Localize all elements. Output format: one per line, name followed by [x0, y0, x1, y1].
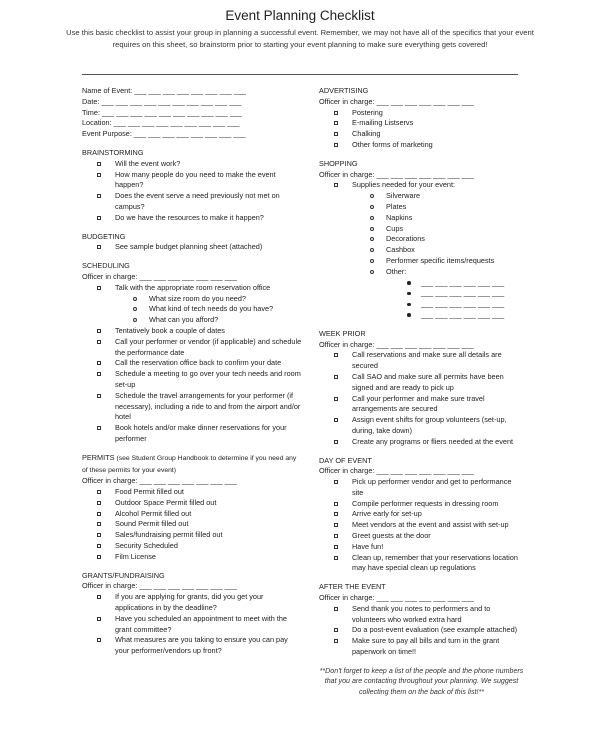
checkbox[interactable]: [97, 372, 101, 376]
sub-item: Decorations: [319, 234, 524, 245]
circle-checkbox[interactable]: [370, 205, 374, 209]
checkbox[interactable]: [97, 173, 101, 177]
checkbox[interactable]: [97, 340, 101, 344]
circle-checkbox[interactable]: [133, 297, 137, 301]
checkbox[interactable]: [334, 375, 338, 379]
list-item: Food Permit filled out: [82, 487, 302, 498]
section-heading: DAY OF EVENT: [319, 455, 372, 465]
section-heading: SHOPPING: [319, 158, 358, 168]
section-week-prior: [319, 329, 524, 448]
event-fields: [82, 86, 302, 140]
checkbox[interactable]: [97, 194, 101, 198]
section-day-of-event: [319, 456, 524, 575]
event-date-field[interactable]: Date: ___ ___ ___ ___ ___ ___ ___ ___ ___ ___: [82, 96, 242, 106]
checkbox[interactable]: [97, 361, 101, 365]
circle-checkbox[interactable]: [370, 216, 374, 220]
checkbox[interactable]: [334, 628, 338, 632]
list-item: Have fun!: [319, 542, 524, 553]
checkbox[interactable]: [97, 245, 101, 249]
bullet-icon: [407, 313, 411, 317]
officer-field[interactable]: Officer in charge: ___ ___ ___ ___ ___ ___ ___: [319, 169, 474, 179]
checkbox[interactable]: [334, 607, 338, 611]
right-column: [319, 86, 524, 697]
list-item: Schedule a meeting to go over your tech needs and room set-up: [82, 369, 302, 391]
sub-item: Cups: [319, 224, 524, 235]
checkbox[interactable]: [97, 162, 101, 166]
list-item: Outdoor Space Permit filled out: [82, 498, 302, 509]
list-item: Assign event shifts for group volunteers (set-up, during, take down): [319, 415, 524, 437]
section-brainstorming: [82, 148, 302, 224]
checkbox[interactable]: [97, 329, 101, 333]
section-heading: WEEK PRIOR: [319, 328, 366, 338]
list-item: What measures are you taking to ensure you can pay your performer/vendors up front?: [82, 635, 302, 657]
sub-item: Silverware: [319, 191, 524, 202]
checkbox[interactable]: [334, 639, 338, 643]
other-blank[interactable]: ___ ___ ___ ___ ___ ___: [319, 310, 524, 321]
officer-field[interactable]: Officer in charge: ___ ___ ___ ___ ___ ___ ___: [82, 581, 237, 591]
checkbox[interactable]: [97, 522, 101, 526]
section-scheduling: [82, 261, 302, 445]
sub-item: Performer specific items/requests: [319, 256, 524, 267]
checkbox[interactable]: [97, 394, 101, 398]
list-item: E-mailing Listservs: [319, 118, 524, 129]
section-after-event: [319, 582, 524, 658]
permits-heading: [82, 453, 302, 477]
list-item: Compile performer requests in dressing room: [319, 499, 524, 510]
permits-note: (see Student Group Handbook to determine if you need any of these permits for your event): [82, 454, 297, 474]
checkbox[interactable]: [334, 545, 338, 549]
section-advertising: [319, 86, 524, 151]
section-permits: [82, 453, 302, 563]
event-time-field[interactable]: Time: ___ ___ ___ ___ ___ ___ ___ ___ ___ ___: [82, 107, 242, 117]
section-heading: AFTER THE EVENT: [319, 582, 386, 592]
section-grants: [82, 571, 302, 657]
officer-field[interactable]: Officer in charge: ___ ___ ___ ___ ___ ___ ___: [319, 339, 474, 349]
checkbox[interactable]: [97, 216, 101, 220]
sub-item: What kind of tech needs do you have?: [82, 304, 302, 315]
sub-item: What size room do you need?: [82, 294, 302, 305]
circle-checkbox[interactable]: [370, 194, 374, 198]
list-item: Have you scheduled an appointment to meet with the grant committee?: [82, 614, 302, 636]
officer-field[interactable]: Officer in charge: ___ ___ ___ ___ ___ ___ ___: [319, 466, 474, 476]
sub-item: Other:: [319, 267, 524, 278]
checkbox[interactable]: [97, 595, 101, 599]
intro-text: Use this basic checklist to assist your group in planning a successful event. Remember, we may not have all of the specifics that your event requires on this sheet, so brainstorm prior to starting your event planning to make sure everything gets covered!: [66, 28, 534, 49]
list-item: Greet guests at the door: [319, 531, 524, 542]
list-item: Meet vendors at the event and assist with set-up: [319, 520, 524, 531]
left-column: [82, 86, 302, 657]
list-item: Arrive early for set-up: [319, 509, 524, 520]
list-item: Send thank you notes to performers and to volunteers who worked extra hard: [319, 604, 524, 626]
officer-field[interactable]: Officer in charge: ___ ___ ___ ___ ___ ___ ___: [82, 476, 237, 486]
footer-note: **Don't forget to keep a list of the people and the phone numbers that you are contacting throughout your planning. We suggest collecting them on the back of this list!**: [319, 666, 524, 696]
checkbox[interactable]: [334, 353, 338, 357]
officer-field[interactable]: Officer in charge: ___ ___ ___ ___ ___ ___ ___: [319, 96, 474, 106]
checkbox[interactable]: [97, 501, 101, 505]
event-location-field[interactable]: Location: ___ ___ ___ ___ ___ ___ ___ ___ ___: [82, 118, 240, 128]
section-heading: GRANTS/FUNDRAISING: [82, 570, 165, 580]
list-item: Talk with the appropriate room reservation office: [82, 283, 302, 294]
officer-field[interactable]: Officer in charge: ___ ___ ___ ___ ___ ___ ___: [319, 593, 474, 603]
checkbox[interactable]: [97, 533, 101, 537]
list-item: Supplies needed for your event:: [319, 180, 524, 191]
section-heading: BRAINSTORMING: [82, 147, 144, 157]
list-item: Clean up, remember that your reservations location may have special clean up regulations: [319, 553, 524, 575]
checkbox[interactable]: [334, 523, 338, 527]
list-item: If you are applying for grants, did you get your applications in by the deadline?: [82, 592, 302, 614]
checkbox[interactable]: [334, 556, 338, 560]
list-item: Security Scheduled: [82, 541, 302, 552]
checkbox[interactable]: [334, 418, 338, 422]
sub-item: What can you afford?: [82, 315, 302, 326]
list-item: Call your performer or vendor (if applicable) and schedule the performance date: [82, 337, 302, 359]
list-item: Call the reservation office back to confirm your date: [82, 358, 302, 369]
event-purpose-field[interactable]: Event Purpose: ___ ___ ___ ___ ___ ___ ___ ___: [82, 129, 246, 139]
list-item: Postering: [319, 108, 524, 119]
checkbox[interactable]: [97, 490, 101, 494]
checkbox[interactable]: [334, 183, 338, 187]
checkbox[interactable]: [334, 111, 338, 115]
section-heading: SCHEDULING: [82, 261, 130, 271]
bullet-icon: [407, 303, 411, 307]
officer-field[interactable]: Officer in charge: ___ ___ ___ ___ ___ ___ ___: [82, 271, 237, 281]
bullet-icon: [407, 292, 411, 296]
other-blank[interactable]: ___ ___ ___ ___ ___ ___: [319, 278, 524, 289]
list-item: Create any programs or fliers needed at the event: [319, 437, 524, 448]
list-item: Chalking: [319, 129, 524, 140]
section-heading: ADVERTISING: [319, 86, 369, 95]
checkbox[interactable]: [97, 555, 101, 559]
list-item: Schedule the travel arrangements for your performer (if necessary), including a ride to and from the airport and/or hotel: [82, 391, 302, 423]
checkbox[interactable]: [334, 121, 338, 125]
list-item: Pick up performer vendor and get to performance site: [319, 477, 524, 499]
section-shopping: [319, 159, 524, 321]
bullet-icon: [407, 281, 411, 285]
checkbox[interactable]: [97, 286, 101, 290]
checkbox[interactable]: [334, 502, 338, 506]
list-item: Call SAO and make sure all permits have been signed and are ready to pick up: [319, 372, 524, 394]
list-item: Tentatively book a couple of dates: [82, 326, 302, 337]
header-divider: [82, 74, 518, 75]
list-item: Call reservations and make sure all details are secured: [319, 350, 524, 372]
circle-checkbox[interactable]: [370, 248, 374, 252]
other-blank[interactable]: ___ ___ ___ ___ ___ ___: [319, 288, 524, 299]
circle-checkbox[interactable]: [133, 318, 137, 322]
checkbox[interactable]: [334, 440, 338, 444]
list-item: How many people do you need to make the event happen?: [82, 170, 302, 192]
checkbox[interactable]: [97, 638, 101, 642]
checkbox[interactable]: [334, 512, 338, 516]
list-item: Sales/fundraising permit filled out: [82, 530, 302, 541]
circle-checkbox[interactable]: [133, 307, 137, 311]
list-item: Do we have the resources to make it happen?: [82, 213, 302, 224]
list-item: Make sure to pay all bills and turn in the grant paperwork on time!!: [319, 636, 524, 658]
sub-item: Plates: [319, 202, 524, 213]
checkbox[interactable]: [334, 143, 338, 147]
circle-checkbox[interactable]: [370, 270, 374, 274]
checkbox[interactable]: [97, 426, 101, 430]
sub-item: Cashbox: [319, 245, 524, 256]
list-item: Sound Permit filled out: [82, 519, 302, 530]
list-item: Do a post-event evaluation (see example attached): [319, 625, 524, 636]
section-heading: BUDGETING: [82, 231, 126, 241]
checkbox[interactable]: [334, 534, 338, 538]
checkbox[interactable]: [334, 132, 338, 136]
checkbox[interactable]: [334, 480, 338, 484]
checkbox[interactable]: [97, 512, 101, 516]
list-item: Will the event work?: [82, 159, 302, 170]
checkbox[interactable]: [97, 544, 101, 548]
circle-checkbox[interactable]: [370, 227, 374, 231]
sub-item: Napkins: [319, 213, 524, 224]
section-heading: PERMITS: [82, 452, 115, 462]
list-item: Does the event serve a need previously not met on campus?: [82, 191, 302, 213]
checkbox[interactable]: [97, 617, 101, 621]
circle-checkbox[interactable]: [370, 259, 374, 263]
list-item: Call your performer and make sure travel arrangements are secured: [319, 394, 524, 416]
list-item: Alcohol Permit filled out: [82, 509, 302, 520]
list-item: Book hotels and/or make dinner reservations for your performer: [82, 423, 302, 445]
list-item: Film License: [82, 552, 302, 563]
checkbox[interactable]: [334, 397, 338, 401]
other-blank[interactable]: ___ ___ ___ ___ ___ ___: [319, 299, 524, 310]
page-title: Event Planning Checklist: [225, 8, 375, 23]
section-budgeting: [82, 232, 302, 254]
list-item: See sample budget planning sheet (attached): [82, 242, 302, 253]
list-item: Other forms of marketing: [319, 140, 524, 151]
event-name-field[interactable]: Name of Event: ___ ___ ___ ___ ___ ___ ___ ___: [82, 86, 246, 95]
circle-checkbox[interactable]: [370, 237, 374, 241]
